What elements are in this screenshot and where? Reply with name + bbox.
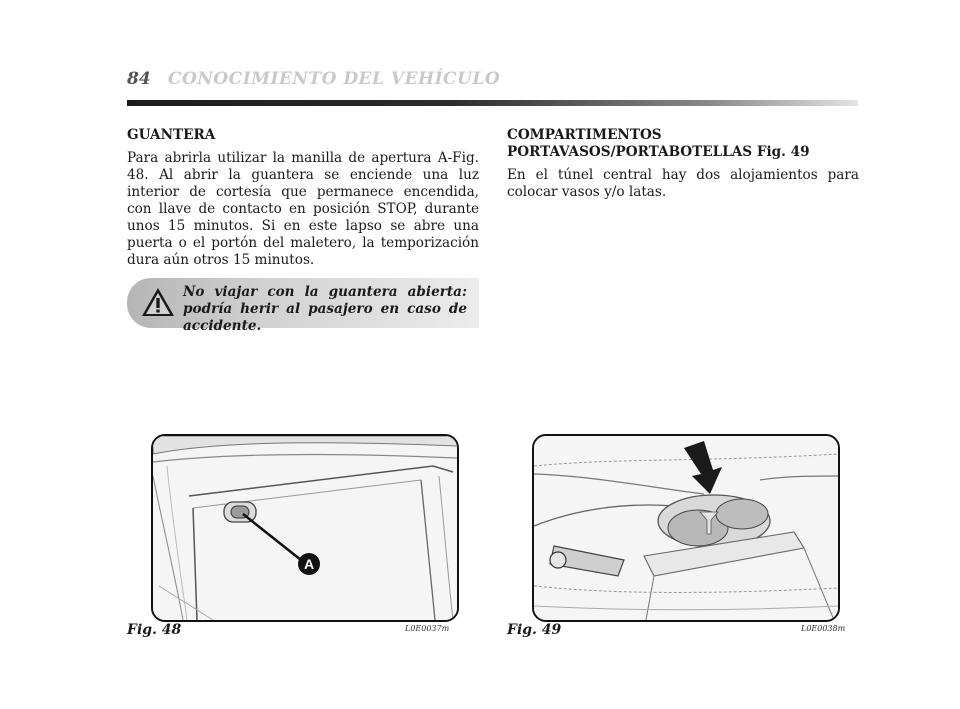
figure-49-cupholders — [532, 434, 840, 622]
fig-48-code: L0E0037m — [405, 624, 450, 633]
warning-text: No viajar con la guantera abierta: podría herir al pasajero en caso de accidente. — [183, 284, 467, 334]
figure-48-glovebox — [151, 434, 459, 622]
glovebox-paragraph: Para abrirla utilizar la manilla de apertura A-Fig. 48. Al abrir la guantera se enciende una luz interior de cortesía que permanece encendida, con llave de contacto en posición STOP, durante unos 15 minutos. Si en este lapso se abre una puerta o el portón del maletero, la temporización dura aún otros 15 minutos. — [127, 150, 479, 268]
page-number: 84 — [127, 69, 151, 89]
fig-48-caption: Fig. 48 — [127, 622, 182, 638]
section-heading-glovebox: GUANTERA — [127, 127, 216, 143]
cupholders-paragraph: En el túnel central hay dos alojamientos para colocar vasos y/o latas. — [507, 167, 859, 200]
warning-box — [127, 278, 479, 334]
right-column — [507, 127, 859, 201]
cupholder-illustration — [534, 436, 838, 620]
header-rule — [127, 100, 858, 106]
fig-49-code: L0E0038m — [801, 624, 846, 633]
handle-label-A: A — [303, 556, 315, 572]
glovebox-illustration — [153, 436, 457, 620]
page-header-title: CONOCIMIENTO DEL VEHÍCULO — [168, 69, 501, 89]
fig-49-caption: Fig. 49 — [507, 622, 562, 638]
left-column — [127, 127, 479, 269]
warning-triangle-icon — [141, 287, 175, 317]
section-heading-cupholders: COMPARTIMENTOS PORTAVASOS/PORTABOTELLAS Fig. 49 — [507, 127, 810, 160]
